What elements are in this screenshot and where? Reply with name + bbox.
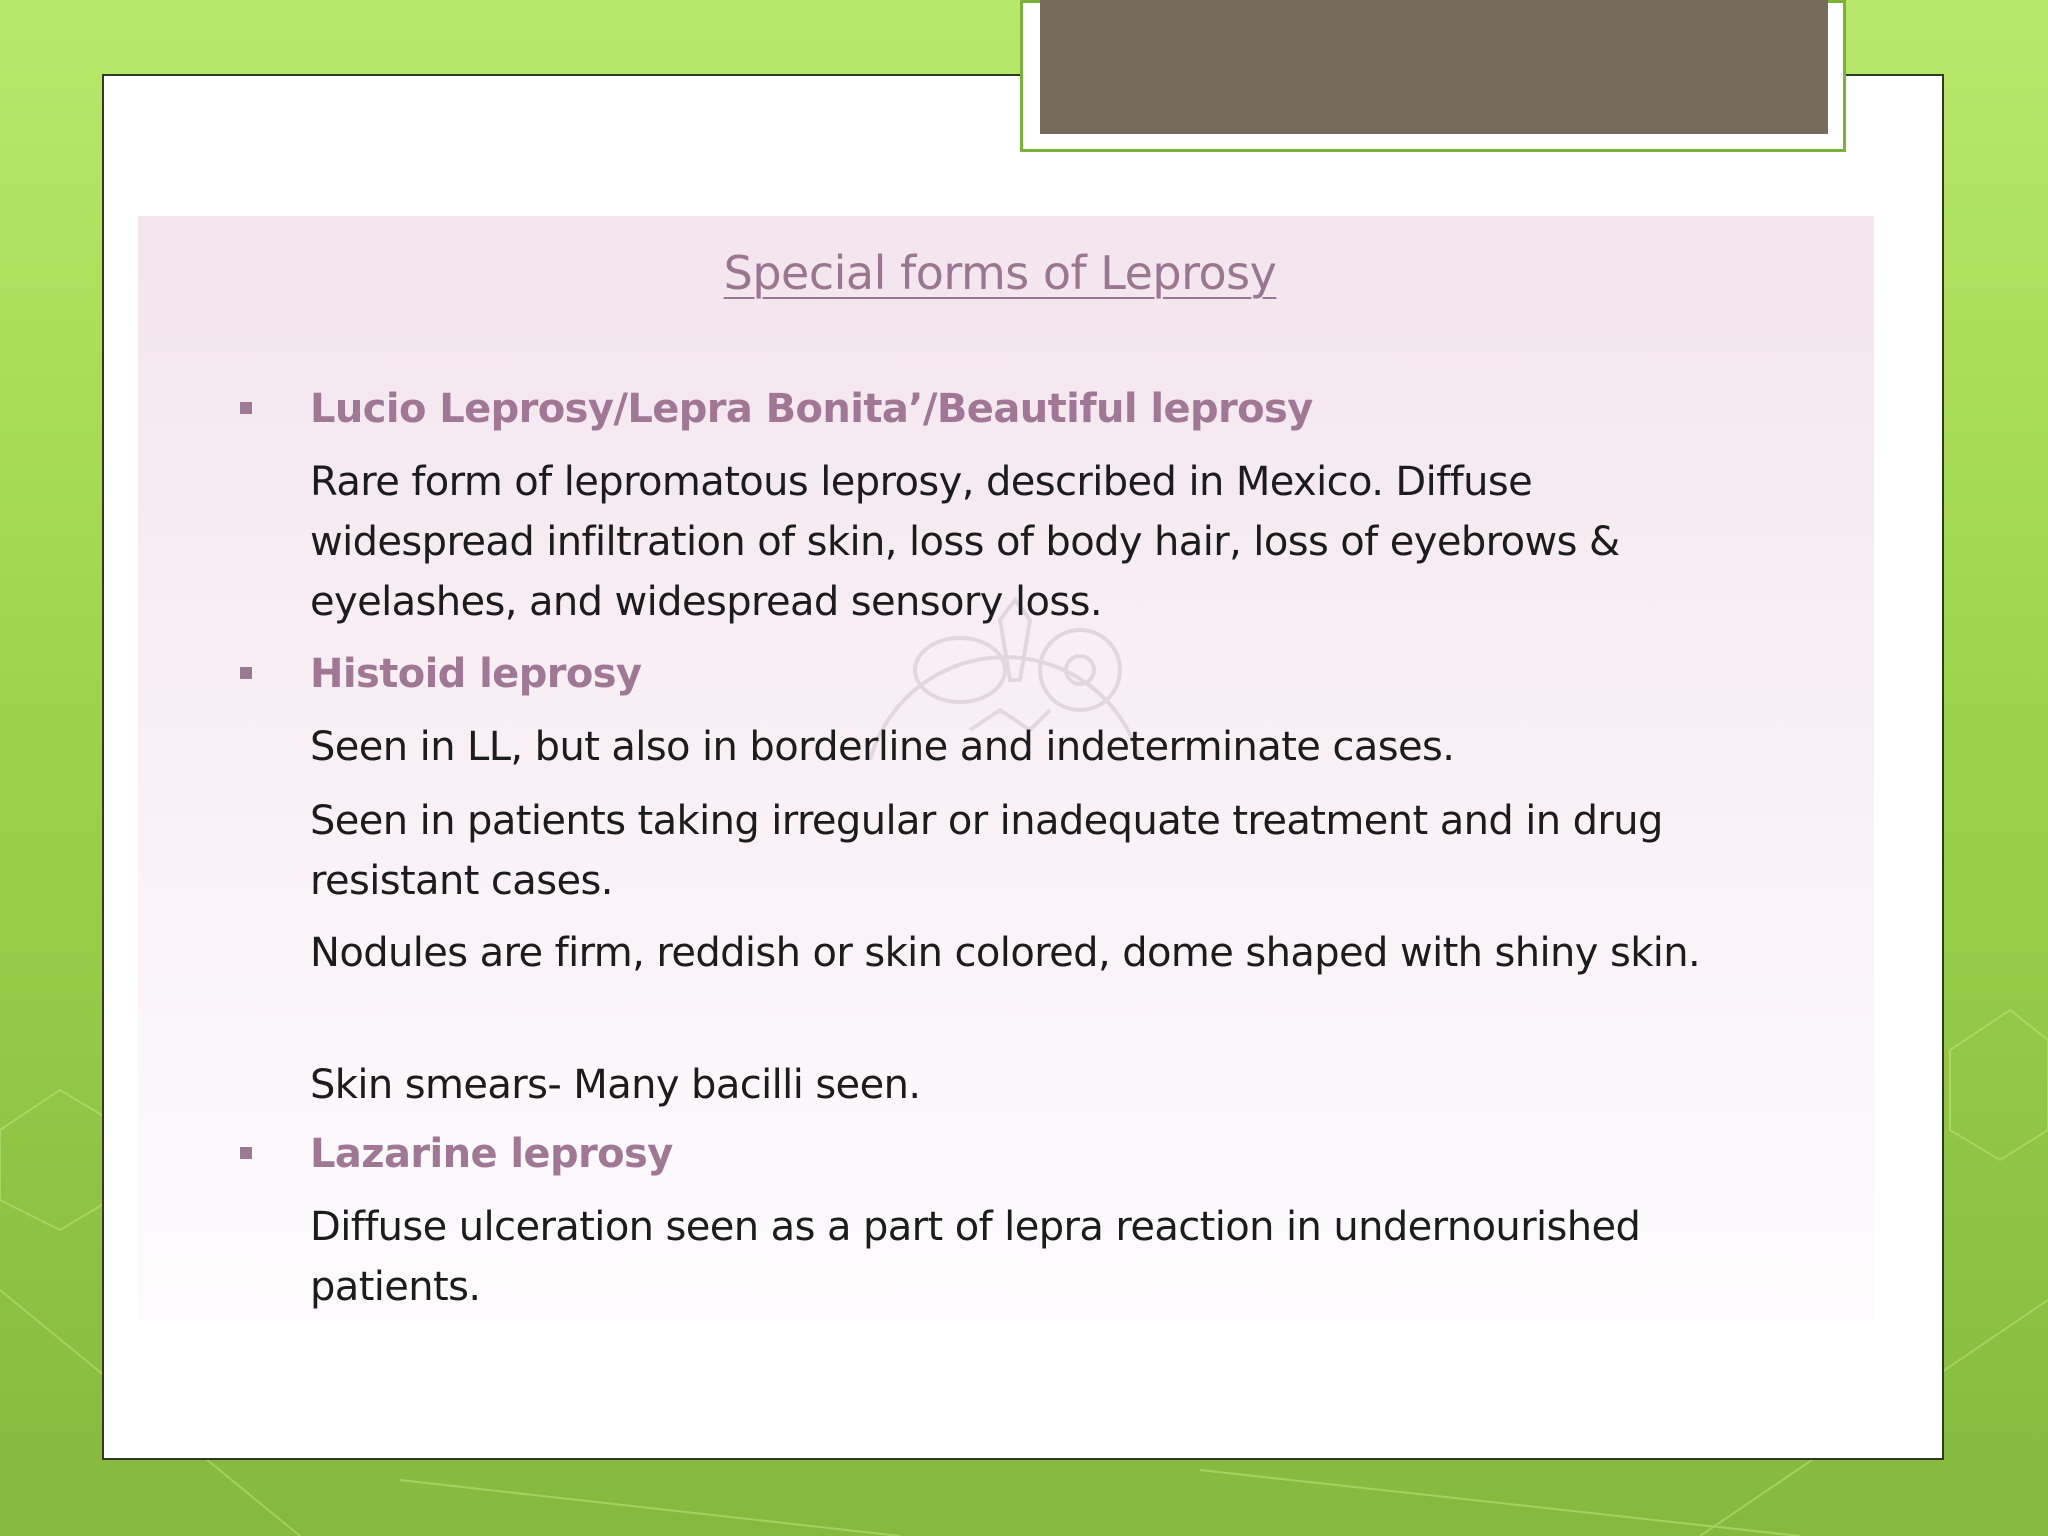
section-paragraph: Skin smears- Many bacilli seen. — [310, 1062, 921, 1108]
title-placeholder — [1040, 0, 1828, 134]
section-paragraph: Seen in patients taking irregular or inadequate treatment and in drug resistant cases. — [310, 798, 1663, 904]
slide-heading: Special forms of Leprosy — [723, 246, 1277, 300]
bullet-square-icon — [240, 402, 252, 414]
section-title: Lazarine leprosy — [310, 1131, 673, 1177]
section-title: Histoid leprosy — [310, 651, 642, 697]
section-title: Lucio Leprosy/Lepra Bonita’/Beautiful leprosy — [310, 386, 1313, 432]
section-paragraph: Nodules are firm, reddish or skin colored, dome shaped with shiny skin. — [310, 930, 1701, 976]
section-paragraph: Diffuse ulceration seen as a part of lepra reaction in undernourished patients. — [310, 1204, 1641, 1310]
section-paragraph: Rare form of lepromatous leprosy, described in Mexico. Diffuse widespread infiltration of skin, loss of body hair, loss of eyebrows & eyelashes, and widespread sensory loss. — [310, 459, 1620, 625]
section-paragraph: Seen in LL, but also in borderline and indeterminate cases. — [310, 724, 1455, 770]
bullet-square-icon — [240, 667, 252, 679]
bullet-square-icon — [240, 1147, 252, 1159]
